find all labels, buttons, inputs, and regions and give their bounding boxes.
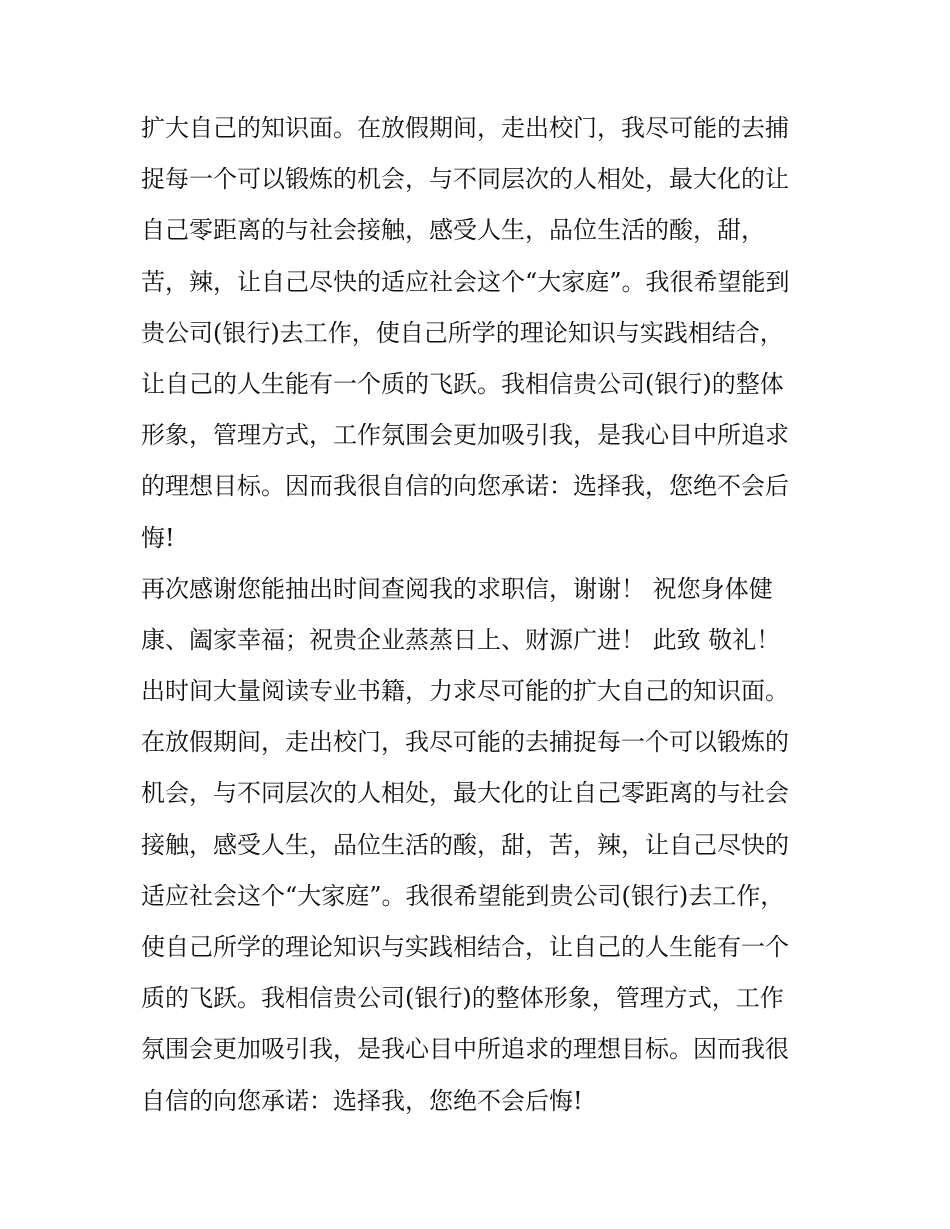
text-line: 使自己所学的理论知识与实践相结合，让自己的人生能有一个 [141,933,789,961]
text-line: 自信的向您承诺：选择我，您绝不会后悔! [141,1086,583,1115]
text-line: 出时间大量阅读专业书籍，力求尽可能的扩大自己的知识面。 [141,677,789,706]
text-line: 自己零距离的与社会接触，感受人生，品位生活的酸，甜， [141,216,765,245]
text-line: 悔! [141,523,175,552]
text-line: 苦，辣，让自己尽快的适应社会这个“大家庭”。我很希望能到 [141,267,790,296]
text-line: 让自己的人生能有一个质的飞跃。我相信贵公司(银行)的整体 [141,369,784,398]
text-line: 的理想目标。因而我很自信的向您承诺：选择我，您绝不会后 [141,472,789,501]
text-line: 机会，与不同层次的人相处，最大化的让自己零距离的与社会 [141,779,789,808]
text-line: 接触，感受人生，品位生活的酸，甜，苦，辣，让自己尽快的 [141,830,789,859]
text-line: 形象，管理方式，工作氛围会更加吸引我，是我心目中所追求 [141,421,789,450]
text-line: 康、阖家幸福；祝贵企业蒸蒸日上、财源广进！ 此致 敬礼！ [141,625,781,654]
text-line: 再次感谢您能抽出时间查阅我的求职信，谢谢！ 祝您身体健 [141,574,773,603]
text-line: 扩大自己的知识面。在放假期间，走出校门，我尽可能的去捕 [141,114,789,142]
text-line: 适应社会这个“大家庭”。我很希望能到贵公司(银行)去工作， [141,881,785,910]
text-line: 捉每一个可以锻炼的机会，与不同层次的人相处，最大化的让 [141,165,789,194]
letter-body [141,103,821,1127]
text-line: 质的飞跃。我相信贵公司(银行)的整体形象，管理方式，工作 [141,984,784,1013]
text-line: 在放假期间，走出校门，我尽可能的去捕捉每一个可以锻炼的 [141,728,789,757]
text-line: 贵公司(银行)去工作，使自己所学的理论知识与实践相结合， [141,318,784,347]
text-line: 氛围会更加吸引我，是我心目中所追求的理想目标。因而我很 [141,1035,789,1064]
